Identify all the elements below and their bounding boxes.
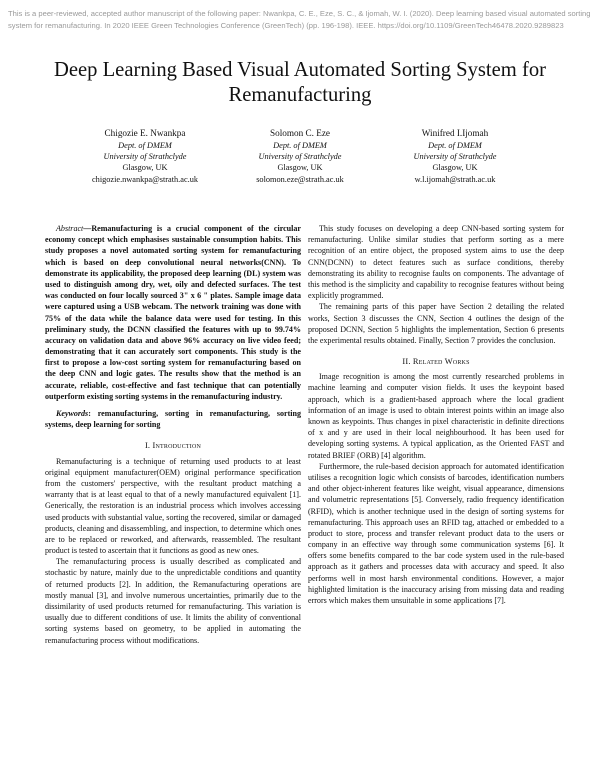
section-heading-related-works: II. Related Works bbox=[402, 357, 470, 367]
left-column bbox=[45, 223, 301, 646]
author-univ: University of Strathclyde bbox=[103, 152, 187, 162]
author-name: Winifred I.Ijomah bbox=[421, 128, 489, 138]
abstract-text: —Remanufacturing is a crucial component of the circular economy concept which emphasises sustainable consumption habits. This study proposes a novel automated sorting system for remanufacturing which is based on deep convolutional neural networks(CNN). To demonstrate its applicability, the proposed deep learning (DL) system was used to distinguish among dry, wet, oily and defected surfaces. The test was conducted on four locally sourced 3" x 6 " plates. Sample image data were captured using a USB webcam. The network training was done with 75% of the data while the balance data were used for testing. In this preliminary study, the DCNN classified the features with up to 99.74% accuracy on validation data and above 96% accuracy on live video feed; demonstrating that it can accurately sort components. This study is the first to propose a low-cost sorting system for remanufacturing based on the deep CNN and logic gates. The results show that the method is an accurate, reliable, cost-effective and fast technique that can potentially outperform existing sorting systems in the remanufacturing industry. bbox=[45, 224, 301, 401]
keywords-label: Keywords bbox=[56, 409, 89, 418]
author-block bbox=[70, 127, 530, 185]
author-1 bbox=[70, 127, 220, 185]
author-dept: Dept. of DMEM bbox=[428, 141, 482, 150]
author-univ: University of Strathclyde bbox=[413, 152, 497, 162]
author-email: solomon.eze@strath.ac.uk bbox=[256, 174, 344, 184]
author-univ: University of Strathclyde bbox=[258, 152, 342, 162]
section-heading-introduction: I. Introduction bbox=[144, 441, 202, 451]
author-name: Chigozie E. Nwankpa bbox=[104, 128, 186, 138]
right-column bbox=[308, 223, 564, 606]
preprint-notice: This is a peer-reviewed, accepted author manuscript of the following paper: Nwankpa, C. E., Eze, S. C., & Ijomah, W. I. (2020). Deep learning based visual automated sorting system for remanufacturing. In 2020 IEEE Green Technologies Conference (GreenTech) (pp. 196-198). IEEE. https://doi.org/10.1109/GreenTech46478.2020.9289823 bbox=[8, 9, 591, 30]
body-paragraph: Furthermore, the rule-based decision approach for automated identification utilises a recognition logic which consists of barcodes, identification numbers and other object-inherent features like weight, visual appearance, dimensions and volumetric representations [5]. Conversely, radio frequency identification (RFID), which is another technique used in the design of sorting systems for remanufacturing. This approach uses an RFID tag, attached or embedded to a product to store, process and transfer relevant product data to the users or company in an effective way through some communication systems [6]. It offers some benefits compared to the bar code system used in the rule-based approach as it gathers and processes data with accuracy and speed. It also performs well in most harsh environmental conditions. However, a major highlighted limitation is the inaccuracy arising from missing data and reading errors which makes them unsuitable in some applications [7]. bbox=[308, 461, 564, 605]
body-paragraph: Remanufacturing is a technique of returning used products to at least original equipment manufacturer(OEM) original performance specification from the customers' perspective, with the resultant product matching a warranty that is at least equal to that of a newly manufactured equivalent [1]. Generically, the restoration is an industrial process which involves accessing used products with substantial value, sorting the recovered, similar or damaged products, cleaning and disassembling, and inspection, to determine which ones are to be replaced or reworked, and afterwards, reassembled. The resultant product is tested to ascertain that it functions as good as new ones. bbox=[45, 456, 301, 556]
author-email: w.l.ijomah@strath.ac.uk bbox=[414, 174, 496, 184]
author-2 bbox=[225, 127, 375, 185]
keywords-text: : remanufacturing, sorting in remanufacturing, sorting systems, deep learning for sorting bbox=[45, 409, 301, 430]
author-email: chigozie.nwankpa@strath.ac.uk bbox=[91, 174, 198, 184]
author-city: Glasgow, UK bbox=[277, 163, 323, 173]
abstract bbox=[45, 223, 301, 402]
body-paragraph: This study focuses on developing a deep CNN-based sorting system for remanufacturing. Unlike similar studies that perform sorting as a mere recognition of an entire object, the proposed system aims to use the deep CNN(DCNN) to detect features such as surface conditions, thereby demonstrating its ability to recognise faults on components. The advantage of this method is the simplicity and capability to recognise features without being explicitly programmed. bbox=[308, 224, 564, 301]
keywords bbox=[45, 408, 301, 430]
body-paragraph: The remaining parts of this paper have Section 2 detailing the related works, Section 3 discusses the CNN, Section 4 outlines the design of the proposed DCNN, Section 5 highlights the implementation, Section 6 presents the experimental results obtained. Finally, Section 7 provides the conclusion. bbox=[308, 302, 564, 345]
author-name: Solomon C. Eze bbox=[270, 128, 330, 138]
paper-title: Deep Learning Based Visual Automated Sorting System for Remanufacturing bbox=[54, 59, 546, 106]
author-3 bbox=[380, 127, 530, 185]
author-city: Glasgow, UK bbox=[432, 163, 478, 173]
author-city: Glasgow, UK bbox=[122, 163, 168, 173]
author-dept: Dept. of DMEM bbox=[118, 141, 172, 150]
body-paragraph: The remanufacturing process is usually described as complicated and stochastic by nature, mainly due to the unpredictable conditions and quantity of returned products [2]. In addition, the Remanufacturing operations are mostly manual [3], and involve numerous uncertainties, primarily due to the dissimilarity of used products returned for remanufacturing. This variation is usually due to different conditions of use. It limits the ability of conventional sorting systems based on geometry, to be applied in automating the remanufacturing process without modifications. bbox=[45, 557, 301, 645]
body-paragraph: Image recognition is among the most currently researched problems in machine learning and computer vision fields. It uses the keypoint based approach, which is a gradient-based approach where the local gradient information of an image is used to obtain interest points within an image also known as keypoints. Thus changes in pixel characteristic in definite directions of x and y are used in their local neighbourhood. It has been used for developing sorting systems. A typical application, as the Oriented FAST and rotated BRIEF (ORB) [4] algorithm. bbox=[308, 372, 564, 460]
abstract-label: Abstract bbox=[56, 224, 84, 233]
author-dept: Dept. of DMEM bbox=[273, 141, 327, 150]
